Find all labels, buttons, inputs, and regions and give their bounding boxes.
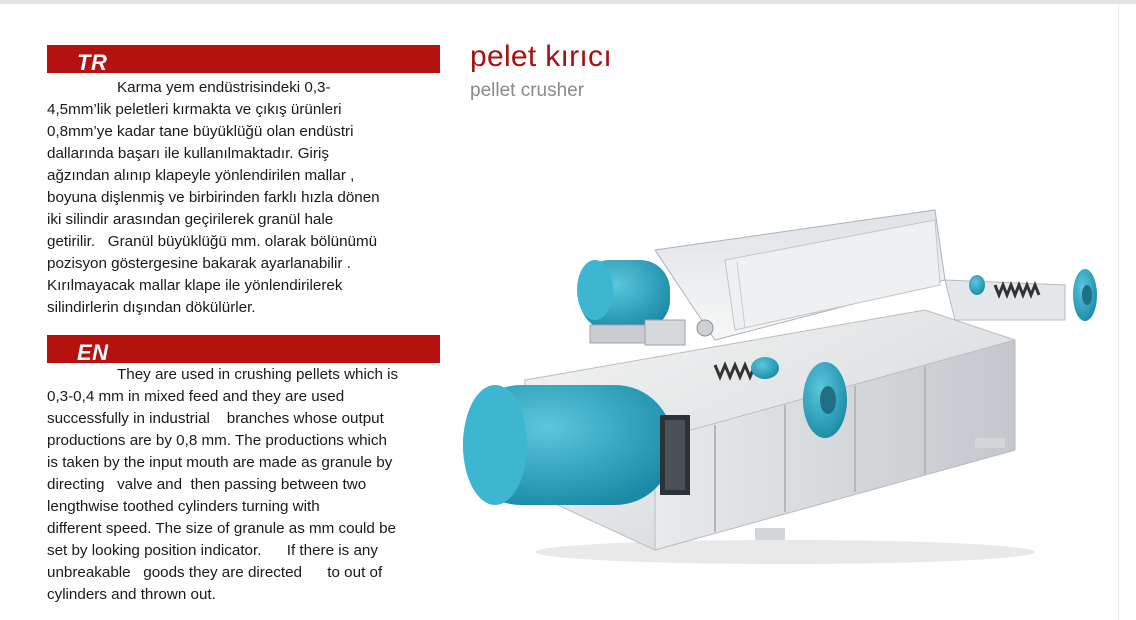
- tr-label: TR: [77, 50, 108, 75]
- product-subtitle: pellet crusher: [470, 80, 585, 101]
- tr-line: pozisyon göstergesine bakarak ayarlanabilir .: [47, 255, 351, 272]
- en-line: unbreakable goods they are directed to out of: [47, 564, 383, 581]
- en-line: set by looking position indicator. If there is any: [47, 542, 378, 559]
- pellet-crusher-image: [455, 190, 1115, 580]
- en-line: different speed. The size of granule as mm could be: [47, 520, 396, 537]
- top-border: [0, 0, 1136, 4]
- tr-line: ağzından alınıp klapeyle yönlendirilen mallar ,: [47, 167, 355, 184]
- page-edge: [1118, 4, 1119, 620]
- tr-line: silindirlerin dışından dökülürler.: [47, 299, 256, 316]
- tr-line: iki silindir arasından geçirilerek granül hale: [47, 211, 334, 228]
- tr-line: Kırılmayacak mallar klape ile yönlendirilerek: [47, 277, 343, 294]
- en-description: [47, 364, 447, 606]
- tr-line: boyuna dişlenmiş ve birbirinden farklı hızla dönen: [47, 189, 380, 206]
- tr-line: 4,5mm’lik peletleri kırmakta ve çıkış ürünleri: [47, 101, 342, 118]
- en-line: lengthwise toothed cylinders turning with: [47, 498, 320, 515]
- en-section-header: [47, 335, 440, 363]
- tr-description: [47, 77, 447, 319]
- en-line: productions are by 0,8 mm. The productions which: [47, 432, 387, 449]
- tr-line: getirilir. Granül büyüklüğü mm. olarak bölünümü: [47, 233, 378, 250]
- tr-line: Karma yem endüstrisindeki 0,3-: [117, 79, 331, 96]
- en-label: EN: [77, 340, 109, 365]
- tr-line: dallarında başarı ile kullanılmaktadır. Giriş: [47, 145, 329, 162]
- tr-line: 0,8mm’ye kadar tane büyüklüğü olan endüstri: [47, 123, 354, 140]
- en-line: cylinders and thrown out.: [47, 586, 216, 603]
- en-line: successfully in industrial branches whose output: [47, 410, 384, 427]
- en-line: is taken by the input mouth are made as granule by: [47, 454, 393, 471]
- en-line: They are used in crushing pellets which is: [117, 366, 399, 383]
- en-line: 0,3-0,4 mm in mixed feed and they are used: [47, 388, 345, 405]
- en-line: directing valve and then passing between two: [47, 476, 367, 493]
- product-title: pelet kırıcı: [470, 40, 612, 73]
- tr-section-header: [47, 45, 440, 73]
